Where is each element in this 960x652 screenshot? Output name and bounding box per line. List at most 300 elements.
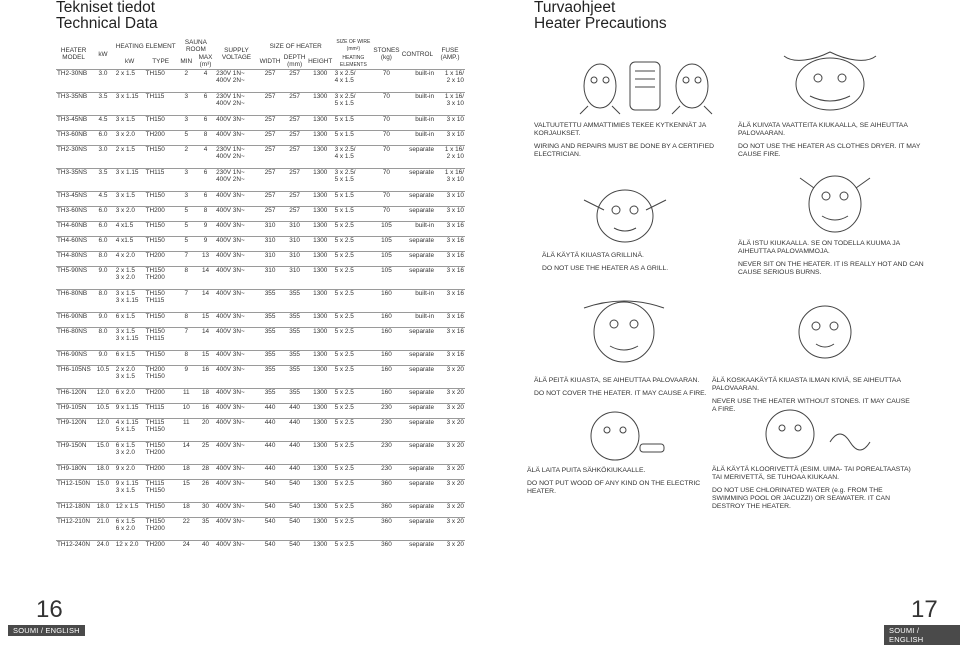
table-cell-depth: 355 [289,366,300,373]
header-kw: kW [98,50,108,58]
table-cell-kw: 8.0 [98,328,108,335]
table-cell-kw: 3.5 [98,169,108,176]
table-cell-stones: 160 [381,313,392,320]
header-supply-voltage: SUPPLY VOLTAGE [221,47,252,61]
table-row [56,222,465,237]
table-cell-voltage: 400V 3N~ [216,252,245,259]
table-cell-height: 1300 [313,207,328,214]
table-cell-room-min: 18 [182,465,190,472]
electrician-illustration [560,46,730,116]
precaution-1: VALTUUTETTU AMMATTIMIES TEKEE KYTKENNÄT JA KORJAUKSET. WIRING AND REPAIRS MUST BE DONE BY A CERTIFIED ELECTRICIAN. [534,122,715,158]
table-cell-depth: 440 [289,419,300,426]
table-cell-stones: 70 [382,93,390,100]
table-cell-model: TH6-80NB [57,290,88,297]
title-en: Heater Precautions [534,15,667,32]
table-cell-room-max: 4 [203,146,208,153]
table-cell-stones: 70 [382,131,390,138]
header-height: HEIGHT [308,57,333,65]
table-cell-room-max: 25 [201,442,210,449]
table-cell-stones: 160 [381,328,392,335]
table-cell-he-type: TH200 TH150 [145,366,165,380]
table-cell-height: 1300 [313,146,328,153]
table-cell-kw: 8.0 [98,290,108,297]
table-cell-model: TH12-180N [57,503,91,510]
table-cell-room-max: 20 [201,419,210,426]
table-cell-wire: 3 x 2.5/ 5 x 1.5 [334,93,356,107]
table-cell-he-kw: 9 x 1.15 [115,404,139,411]
table-cell-room-max: 15 [201,351,210,358]
table-cell-wire: 5 x 2.5 [334,290,354,297]
table-cell-he-type: TH115 [145,404,165,411]
table-cell-height: 1300 [313,252,328,259]
table-cell-room-max: 15 [201,313,210,320]
table-cell-height: 1300 [313,313,328,320]
table-cell-room-min: 7 [184,290,189,297]
table-cell-he-kw: 3 x 2.0 [115,207,135,214]
table-cell-voltage: 230V 1N~ 400V 2N~ [216,70,245,84]
table-cell-room-min: 11 [182,389,190,396]
table-cell-control: separate [409,404,435,411]
table-cell-room-min: 5 [184,237,189,244]
precaution-7: ÄLÄ LAITA PUITA SÄHKÖKIUKAALLE. DO NOT PUT WOOD OF ANY KIND ON THE ELECTRIC HEATER. [527,467,701,495]
table-row [56,313,465,328]
table-cell-room-min: 5 [184,207,189,214]
table-cell-fuse: 3 x 20 [446,419,464,426]
table-cell-fuse: 3 x 16 [446,351,464,358]
table-row [56,419,465,442]
table-row [56,351,465,366]
table-cell-room-max: 8 [203,131,208,138]
table-cell-height: 1300 [313,480,328,487]
table-cell-control: separate [409,169,435,176]
table-cell-control: separate [409,480,435,487]
table-cell-control: built-in [415,70,435,77]
table-cell-model: TH3-45NB [57,116,88,123]
table-cell-voltage: 400V 3N~ [216,222,245,229]
table-cell-fuse: 3 x 20 [446,541,464,548]
table-cell-stones: 230 [381,404,392,411]
table-cell-fuse: 3 x 16 [446,237,464,244]
table-cell-he-type: TH150 [145,222,165,229]
table-cell-width: 257 [264,192,276,199]
table-cell-kw: 3.5 [98,93,108,100]
table-cell-room-min: 14 [182,442,190,449]
table-cell-room-min: 18 [182,503,190,510]
table-cell-he-type: TH150 [145,192,165,199]
table-cell-kw: 10.5 [96,404,110,411]
table-cell-room-min: 8 [184,313,189,320]
table-cell-room-max: 9 [203,222,208,229]
table-row [56,70,465,93]
table-cell-height: 1300 [313,366,328,373]
table-cell-room-min: 3 [184,116,189,123]
table-cell-depth: 257 [289,207,300,214]
table-cell-he-kw: 3 x 1.5 [115,116,135,123]
precaution-4: ÄLÄ ISTU KIUKAALLA. SE ON TODELLA KUUMA JA AIHEUTTAA PALOVAMMOJA. NEVER SIT ON THE HEATER. IT IS REALLY HOT AND CAN CAUSE SERIOUS BURNS. [738,240,924,276]
table-cell-model: TH6-90NB [57,313,88,320]
table-cell-stones: 105 [381,237,392,244]
table-cell-control: separate [409,207,435,214]
table-cell-wire: 5 x 2.5 [334,328,354,335]
table-cell-kw: 15.0 [96,480,110,487]
table-cell-control: separate [409,351,435,358]
table-cell-wire: 5 x 1.5 [334,207,354,214]
table-cell-room-max: 6 [203,169,208,176]
table-cell-width: 257 [264,93,276,100]
table-cell-stones: 230 [381,465,392,472]
table-cell-fuse: 3 x 16 [446,222,464,229]
table-cell-fuse: 1 x 16/ 2 x 10 [444,146,464,160]
table-cell-height: 1300 [313,351,328,358]
table-cell-height: 1300 [313,192,328,199]
table-cell-control: separate [409,442,435,449]
table-cell-depth: 257 [289,131,300,138]
table-cell-control: separate [409,389,435,396]
table-cell-he-type: TH150 [145,351,165,358]
table-cell-stones: 160 [381,290,392,297]
table-cell-height: 1300 [313,419,328,426]
no-stones-illustration [770,296,880,366]
table-cell-wire: 3 x 2.5/ 5 x 1.5 [334,169,356,183]
precaution-5: ÄLÄ PEITÄ KIUASTA, SE AIHEUTTAA PALOVAARAN. DO NOT COVER THE HEATER. IT MAY CAUSE A FIRE. [534,377,707,397]
table-cell-voltage: 400V 3N~ [216,192,245,199]
table-cell-he-type: TH150 TH115 [145,290,165,304]
table-cell-fuse: 3 x 20 [446,442,464,449]
table-cell-stones: 360 [381,518,392,525]
header-wire: SIZE OF WIRE (mm²) HEATING ELEMENTS [336,39,371,68]
header-stones: STONES (kg) [373,47,400,61]
header-control: CONTROL [401,50,434,58]
table-cell-he-kw: 3 x 1.15 [115,93,139,100]
table-cell-room-max: 6 [203,116,208,123]
table-cell-voltage: 400V 3N~ [216,518,245,525]
table-cell-stones: 360 [381,503,392,510]
table-cell-voltage: 400V 3N~ [216,116,245,123]
table-cell-kw: 4.5 [98,192,108,199]
table-cell-control: separate [409,419,435,426]
table-cell-model: TH4-60NS [57,237,88,244]
table-cell-he-type: TH200 [145,207,165,214]
table-cell-wire: 5 x 2.5 [334,404,354,411]
table-cell-stones: 360 [381,541,392,548]
table-cell-he-kw: 3 x 1.15 [115,169,139,176]
table-cell-depth: 257 [289,192,300,199]
table-cell-kw: 12.0 [96,419,110,426]
table-cell-width: 355 [264,366,276,373]
table-cell-model: TH9-180N [57,465,87,472]
table-cell-depth: 355 [289,351,300,358]
table-cell-fuse: 3 x 16 [446,267,464,274]
table-cell-height: 1300 [313,93,328,100]
table-cell-model: TH9-150N [57,442,87,449]
table-cell-kw: 9.0 [98,267,108,274]
table-cell-he-kw: 4 x1.5 [115,237,134,244]
table-cell-wire: 5 x 2.5 [334,465,354,472]
table-cell-width: 355 [264,389,276,396]
table-cell-width: 440 [264,404,276,411]
table-cell-depth: 355 [289,290,300,297]
table-cell-width: 355 [264,313,276,320]
table-cell-fuse: 3 x 16 [446,328,464,335]
table-cell-room-min: 2 [184,146,189,153]
table-cell-he-type: TH150 [145,503,165,510]
table-cell-room-max: 14 [201,290,210,297]
table-cell-room-min: 7 [184,252,189,259]
table-cell-he-type: TH200 [145,541,165,548]
table-cell-room-max: 9 [203,237,208,244]
table-cell-voltage: 400V 3N~ [216,404,245,411]
table-row [56,389,465,404]
table-cell-model: TH12-150N [57,480,91,487]
table-cell-wire: 5 x 2.5 [334,541,354,548]
table-cell-he-kw: 6 x 1.5 [115,313,135,320]
header-depth: DEPTH (mm) [283,54,306,69]
table-cell-depth: 355 [289,313,300,320]
table-cell-height: 1300 [313,169,328,176]
table-cell-width: 440 [264,465,276,472]
header-room-min: MIN [180,57,193,65]
table-cell-he-kw: 2 x 1.5 [115,70,135,77]
table-cell-stones: 160 [381,366,392,373]
table-cell-he-type: TH115 TH150 [145,419,165,433]
table-cell-stones: 230 [381,419,392,426]
table-cell-width: 310 [264,222,276,229]
table-row [56,442,465,465]
table-cell-height: 1300 [313,404,328,411]
table-cell-wire: 5 x 2.5 [334,222,354,229]
table-cell-model: TH2-30NB [57,70,88,77]
table-cell-height: 1300 [313,237,328,244]
table-cell-he-kw: 9 x 1.15 3 x 1.5 [115,480,139,494]
table-cell-voltage: 400V 3N~ [216,328,245,335]
table-cell-he-type: TH200 [145,131,165,138]
header-room-max: MAX (m³) [198,54,213,69]
table-cell-he-type: TH150 TH200 [145,518,165,532]
table-cell-wire: 5 x 2.5 [334,351,354,358]
table-cell-model: TH6-90NS [57,351,88,358]
table-cell-room-min: 8 [184,267,189,274]
sit-illustration [770,168,900,238]
table-cell-kw: 18.0 [96,503,110,510]
table-cell-he-kw: 12 x 1.5 [115,503,139,510]
table-cell-he-type: TH115 [145,93,165,100]
right-page-number: 17 [911,596,938,623]
table-cell-model: TH9-120N [57,419,87,426]
table-cell-wire: 5 x 2.5 [334,503,354,510]
table-cell-control: separate [409,541,435,548]
table-cell-control: separate [409,267,435,274]
table-row [56,169,465,192]
table-cell-he-kw: 6 x 2.0 [115,389,135,396]
table-cell-wire: 5 x 2.5 [334,518,354,525]
table-cell-depth: 540 [289,541,300,548]
table-cell-model: TH12-240N [57,541,91,548]
table-cell-stones: 70 [382,116,390,123]
table-cell-room-min: 7 [184,328,189,335]
table-row [56,503,465,518]
header-he-type: TYPE [152,57,169,65]
table-cell-fuse: 3 x 20 [446,480,464,487]
table-cell-height: 1300 [313,70,328,77]
table-cell-wire: 5 x 1.5 [334,131,354,138]
table-cell-voltage: 400V 3N~ [216,503,245,510]
table-cell-width: 540 [264,518,276,525]
table-cell-depth: 540 [289,518,300,525]
table-cell-he-type: TH150 [145,116,165,123]
grill-illustration [570,180,680,250]
table-cell-control: separate [409,192,435,199]
table-cell-depth: 355 [289,328,300,335]
table-cell-voltage: 400V 3N~ [216,541,245,548]
table-cell-control: separate [409,503,435,510]
table-cell-height: 1300 [313,518,328,525]
table-cell-stones: 70 [382,169,390,176]
table-cell-model: TH3-35NB [57,93,88,100]
table-cell-he-kw: 4 x 1.15 5 x 1.5 [115,419,139,433]
table-cell-stones: 160 [381,389,392,396]
table-row [56,146,465,169]
table-cell-model: TH6-105NS [57,366,91,373]
table-cell-he-kw: 2 x 1.5 [115,146,135,153]
table-cell-he-type: TH200 [145,465,165,472]
table-row [56,192,465,207]
title-fi: Tekniset tiedot [56,0,156,16]
table-cell-stones: 70 [382,207,390,214]
table-cell-kw: 4.5 [98,116,108,123]
table-cell-model: TH3-60NB [57,131,88,138]
table-cell-room-max: 6 [203,192,208,199]
table-cell-kw: 8.0 [98,252,108,259]
table-cell-width: 310 [264,267,276,274]
table-cell-depth: 310 [289,237,300,244]
header-heating-element: HEATING ELEMENT [115,42,176,50]
table-cell-voltage: 400V 3N~ [216,366,245,373]
table-cell-wire: 5 x 2.5 [334,237,354,244]
table-cell-control: separate [409,328,435,335]
table-cell-width: 540 [264,541,276,548]
table-cell-room-max: 16 [201,366,210,373]
table-cell-room-max: 8 [203,207,208,214]
table-cell-control: separate [409,252,435,259]
table-cell-model: TH6-80NS [57,328,88,335]
table-cell-width: 355 [264,290,276,297]
table-cell-kw: 21.0 [96,518,110,525]
table-cell-fuse: 3 x 10 [446,192,464,199]
table-cell-fuse: 3 x 20 [446,389,464,396]
table-cell-width: 257 [264,116,276,123]
table-cell-room-min: 10 [182,404,190,411]
table-cell-kw: 3.0 [98,146,108,153]
table-cell-wire: 5 x 1.5 [334,116,354,123]
table-cell-he-kw: 12 x 2.0 [115,541,139,548]
wood-illustration [560,404,670,464]
table-cell-width: 540 [264,480,276,487]
table-row [56,541,465,556]
title-fi: Turvaohjeet [534,0,616,16]
table-cell-stones: 230 [381,442,392,449]
precaution-2: ÄLÄ KUIVATA VAATTEITA KIUKAALLA, SE AIHEUTTAA PALOVAARAN. DO NOT USE THE HEATER AS CLOTHES DRYER. IT MAY CAUSE FIRE. [738,122,921,158]
table-cell-height: 1300 [313,541,328,548]
table-cell-depth: 540 [289,503,300,510]
table-cell-height: 1300 [313,465,328,472]
table-cell-control: built-in [415,93,435,100]
table-cell-he-kw: 6 x 1.5 3 x 2.0 [115,442,135,456]
table-cell-stones: 70 [382,70,390,77]
table-cell-he-kw: 4 x 2.0 [115,252,135,259]
table-cell-he-kw: 2 x 1.5 3 x 2.0 [115,267,135,281]
table-cell-fuse: 1 x 16/ 3 x 10 [444,169,464,183]
table-row [56,518,465,541]
table-cell-depth: 257 [289,116,300,123]
table-header-row [56,39,465,53]
table-cell-control: separate [409,146,435,153]
table-cell-voltage: 230V 1N~ 400V 2N~ [216,93,245,107]
table-cell-kw: 6.0 [98,207,108,214]
table-cell-wire: 5 x 2.5 [334,419,354,426]
chlorinated-water-illustration [740,402,890,462]
table-cell-he-kw: 6 x 1.5 6 x 2.0 [115,518,135,532]
right-page-title [534,0,667,32]
table-cell-voltage: 400V 3N~ [216,237,245,244]
table-cell-he-kw: 9 x 2.0 [115,465,135,472]
table-cell-stones: 105 [381,252,392,259]
table-cell-room-min: 5 [184,222,189,229]
cover-illustration [560,290,690,370]
table-cell-room-max: 26 [201,480,210,487]
table-cell-room-min: 3 [184,93,189,100]
table-cell-room-max: 4 [203,70,208,77]
table-cell-depth: 440 [289,442,300,449]
table-cell-height: 1300 [313,290,328,297]
table-cell-model: TH4-60NB [57,222,88,229]
table-cell-room-max: 30 [201,503,210,510]
table-cell-kw: 3.0 [98,70,108,77]
table-cell-height: 1300 [313,442,328,449]
table-cell-kw: 24.0 [96,541,110,548]
table-cell-he-kw: 3 x 1.5 3 x 1.15 [115,328,139,342]
table-cell-fuse: 3 x 10 [446,207,464,214]
table-row [56,328,465,351]
table-cell-he-type: TH150 [145,146,165,153]
table-cell-kw: 15.0 [96,442,110,449]
table-cell-room-min: 3 [184,192,189,199]
header-width: WIDTH [259,57,281,65]
table-cell-he-type: TH115 TH150 [145,480,165,494]
table-cell-width: 540 [264,503,276,510]
table-cell-kw: 6.0 [98,237,108,244]
table-cell-voltage: 400V 3N~ [216,313,245,320]
table-cell-width: 257 [264,70,276,77]
table-cell-fuse: 3 x 20 [446,366,464,373]
table-cell-room-min: 9 [184,366,189,373]
title-en: Technical Data [56,15,158,32]
table-cell-he-type: TH150 TH200 [145,442,165,456]
table-cell-model: TH3-60NS [57,207,88,214]
table-cell-voltage: 400V 3N~ [216,465,245,472]
header-model: HEATER MODEL [60,47,87,61]
table-cell-control: separate [409,237,435,244]
table-row [56,237,465,252]
table-cell-voltage: 400V 3N~ [216,442,245,449]
table-cell-stones: 360 [381,480,392,487]
table-cell-fuse: 3 x 10 [446,116,464,123]
table-cell-fuse: 3 x 20 [446,503,464,510]
table-cell-he-type: TH115 [145,169,165,176]
table-cell-width: 257 [264,131,276,138]
table-cell-room-min: 8 [184,351,189,358]
left-page-number: 16 [36,596,63,623]
table-cell-control: built-in [415,313,435,320]
